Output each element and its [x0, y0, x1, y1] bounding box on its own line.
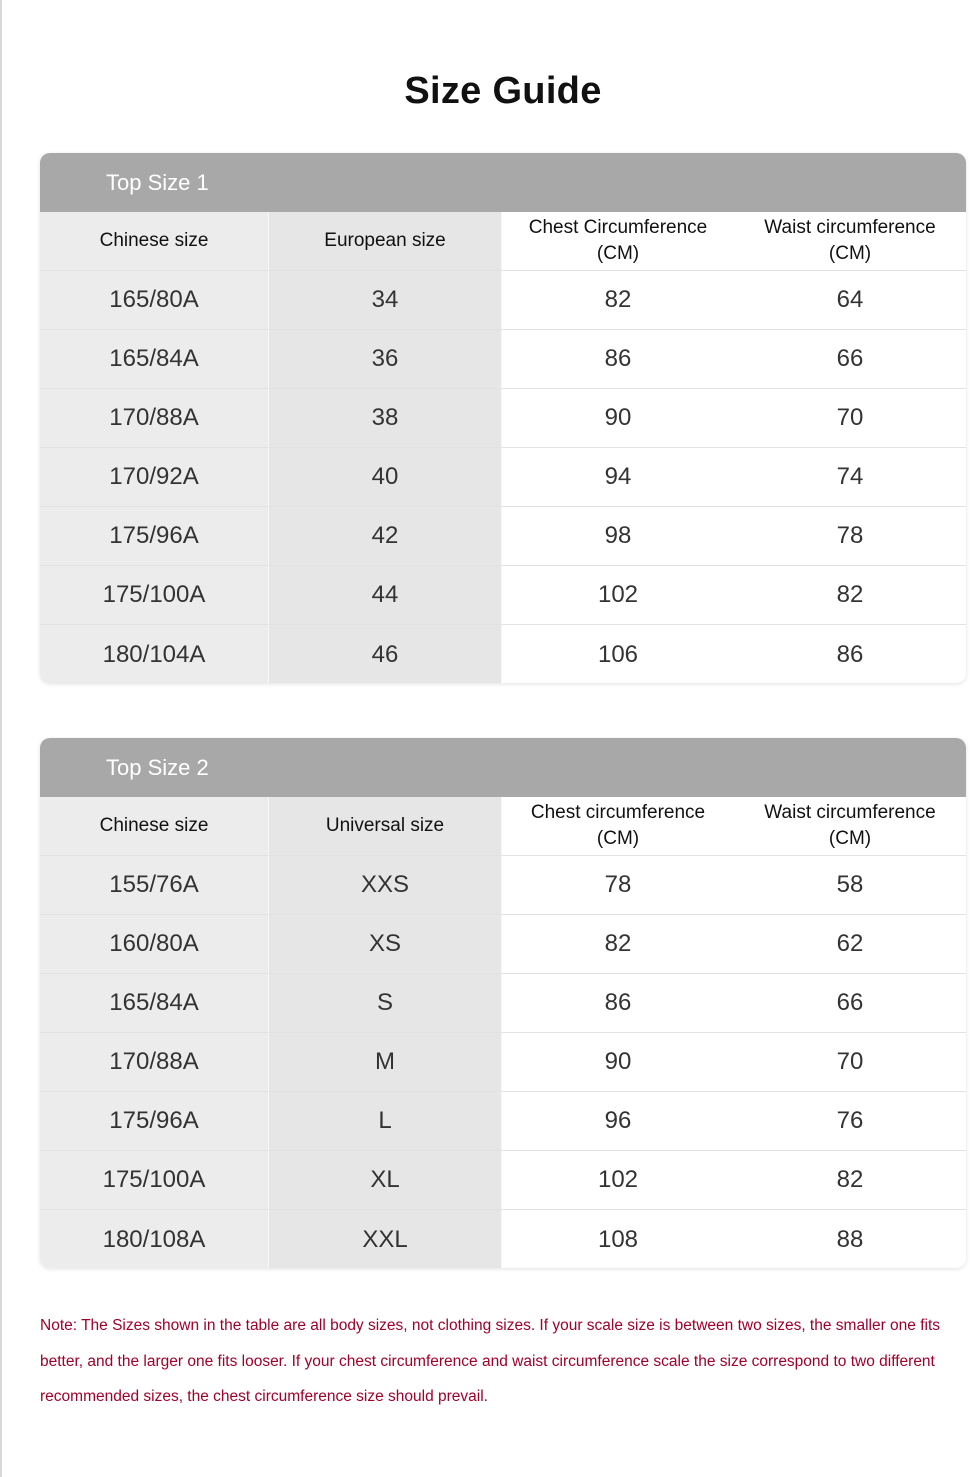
- table-cell: 180/108A: [40, 1210, 269, 1268]
- table-cell: 74: [734, 448, 966, 507]
- table-caption: Top Size 1: [40, 153, 966, 212]
- table-cell: 76: [734, 1092, 966, 1151]
- table-caption: Top Size 2: [40, 738, 966, 797]
- table-cell: 70: [734, 389, 966, 448]
- column-header: Waist circumference (CM): [734, 797, 966, 856]
- table-cell: 40: [269, 448, 502, 507]
- table-cell: 96: [502, 1092, 734, 1151]
- table-cell: 88: [734, 1210, 966, 1268]
- table-cell: 62: [734, 915, 966, 974]
- table-cell: 78: [734, 507, 966, 566]
- column-header: Chest circumference (CM): [502, 797, 734, 856]
- table-cell: 102: [502, 1151, 734, 1210]
- table-cell: XS: [269, 915, 502, 974]
- table-cell: 170/88A: [40, 389, 269, 448]
- size-table-top-1: [40, 153, 966, 683]
- page-title: Size Guide: [404, 70, 602, 112]
- table-cell: 175/100A: [40, 566, 269, 625]
- table-cell: 94: [502, 448, 734, 507]
- column-header: Chest Circumference (CM): [502, 212, 734, 271]
- table-cell: 170/88A: [40, 1033, 269, 1092]
- table-cell: 42: [269, 507, 502, 566]
- table-cell: L: [269, 1092, 502, 1151]
- table-cell: 70: [734, 1033, 966, 1092]
- table-cell: 175/96A: [40, 507, 269, 566]
- table-cell: 82: [734, 1151, 966, 1210]
- table-cell: 175/96A: [40, 1092, 269, 1151]
- table-cell: M: [269, 1033, 502, 1092]
- column-header: Waist circumference (CM): [734, 212, 966, 271]
- table-cell: 86: [734, 625, 966, 683]
- table-cell: 82: [502, 271, 734, 330]
- table-cell: 86: [502, 330, 734, 389]
- page-left-border: [0, 0, 2, 1477]
- table-grid: [40, 212, 966, 683]
- table-cell: 90: [502, 389, 734, 448]
- table-cell: 165/84A: [40, 330, 269, 389]
- table-cell: 106: [502, 625, 734, 683]
- table-cell: 82: [734, 566, 966, 625]
- table-cell: 165/80A: [40, 271, 269, 330]
- table-cell: 180/104A: [40, 625, 269, 683]
- table-cell: 102: [502, 566, 734, 625]
- table-cell: 64: [734, 271, 966, 330]
- size-note: Note: The Sizes shown in the table are all body sizes, not clothing sizes. If your scale size is between two sizes, the smaller one fits better, and the larger one fits looser. If your chest circumference and waist circumference scale the size correspond to two different recommended sizes, the chest circumference size should prevail.: [40, 1317, 941, 1405]
- table-cell: 34: [269, 271, 502, 330]
- table-cell: 98: [502, 507, 734, 566]
- table-cell: 38: [269, 389, 502, 448]
- table-cell: XXL: [269, 1210, 502, 1268]
- table-cell: 58: [734, 856, 966, 915]
- table-cell: 66: [734, 330, 966, 389]
- table-cell: 86: [502, 974, 734, 1033]
- table-cell: 36: [269, 330, 502, 389]
- table-cell: 175/100A: [40, 1151, 269, 1210]
- table-cell: 46: [269, 625, 502, 683]
- table-cell: 108: [502, 1210, 734, 1268]
- column-header: Chinese size: [40, 797, 269, 856]
- table-grid: [40, 797, 966, 1268]
- table-cell: 160/80A: [40, 915, 269, 974]
- table-cell: 82: [502, 915, 734, 974]
- size-table-top-2: [40, 738, 966, 1268]
- table-cell: XXS: [269, 856, 502, 915]
- table-cell: XL: [269, 1151, 502, 1210]
- table-cell: 78: [502, 856, 734, 915]
- table-cell: 66: [734, 974, 966, 1033]
- table-cell: 170/92A: [40, 448, 269, 507]
- table-cell: S: [269, 974, 502, 1033]
- column-header: European size: [269, 212, 502, 271]
- column-header: Chinese size: [40, 212, 269, 271]
- column-header: Universal size: [269, 797, 502, 856]
- table-cell: 155/76A: [40, 856, 269, 915]
- table-cell: 165/84A: [40, 974, 269, 1033]
- table-cell: 44: [269, 566, 502, 625]
- table-cell: 90: [502, 1033, 734, 1092]
